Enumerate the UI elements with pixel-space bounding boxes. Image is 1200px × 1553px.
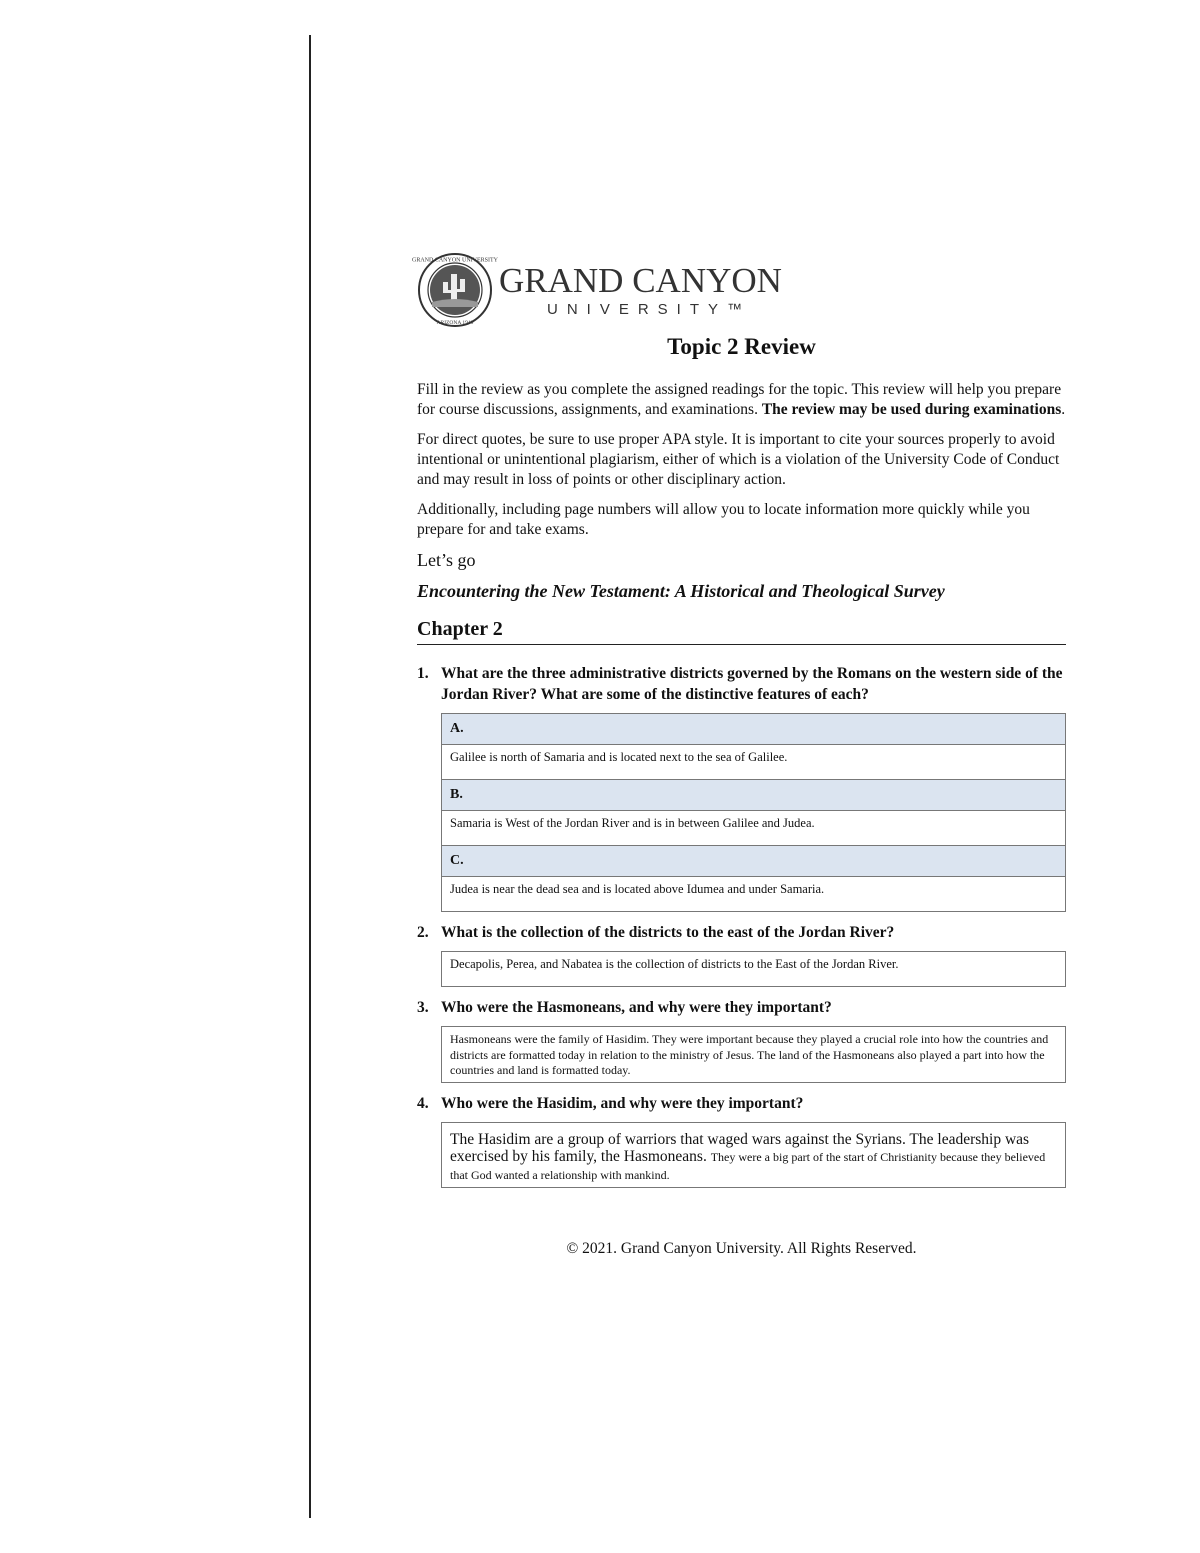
university-logo — [412, 250, 1066, 330]
question-1 — [417, 663, 1066, 705]
page-title: Topic 2 Review — [667, 334, 816, 359]
answer-field-q3[interactable]: Hasmoneans were the family of Hasidim. They were important because they played a crucial role into how the countries and districts are formatted today in relation to the ministry of Jesus. The land of the Hasmoneans also played a part into how the countries and land is formatted today. — [450, 1032, 1049, 1077]
part-b-label: B. — [442, 780, 1065, 811]
question-number: 1. — [417, 665, 429, 682]
intro-period: . — [1061, 401, 1066, 418]
question-text: Who were the Hasidim, and why were they important? — [441, 1094, 804, 1112]
answer-box-q4 — [441, 1122, 1066, 1188]
seal-text-bottom: ARIZONA 1949 — [436, 320, 474, 326]
chapter-heading: Chapter 2 — [417, 618, 1066, 645]
question-number: 4. — [417, 1094, 429, 1112]
part-c-answer-field[interactable]: Judea is near the dead sea and is located above Idumea and under Samaria. — [450, 882, 825, 896]
question-number: 3. — [417, 999, 429, 1016]
answer-box-q3 — [441, 1026, 1066, 1083]
intro-paragraph-2: For direct quotes, be sure to use proper APA style. It is important to cite your sources properly to avoid intentional or unintentional plagiarism, either of which is a violation of the University Code of Conduct and may result in loss of points or other disciplinary action. — [417, 431, 1060, 488]
answer-table-q1 — [441, 713, 1066, 912]
copyright-footer: © 2021. Grand Canyon University. All Rights Reserved. — [566, 1239, 917, 1257]
question-number: 2. — [417, 924, 429, 941]
answer-field-q2[interactable]: Decapolis, Perea, and Nabatea is the collection of districts to the East of the Jordan River. — [450, 957, 899, 971]
answer-text-main: The Hasidim are a group of warriors that waged wars against the Syrians. The leadership was exercised by his family, the Hasmoneans. — [450, 1130, 1030, 1165]
wordmark-university: UNIVERSITY™ — [547, 301, 752, 318]
intro-bold-text: The review may be used during examinations — [761, 401, 1062, 418]
answer-text-small: They were a big part of the start of Christianity because they believed that God wanted a relationship with mankind. — [450, 1149, 1046, 1182]
intro-text: Fill in the review as you complete the assigned readings for the topic. This review will help you prepare for course discussions, assignments, and examinations. — [417, 381, 1062, 418]
part-a-label: A. — [442, 714, 1065, 745]
part-c-label: C. — [442, 846, 1065, 877]
lets-go-text: Let’s go — [417, 550, 476, 570]
wordmark-name: GRAND CANYON — [499, 261, 782, 300]
answer-field-q4[interactable] — [442, 1123, 1065, 1187]
seal-text-top: GRAND CANYON UNIVERSITY — [412, 257, 498, 264]
answer-box-q2 — [441, 951, 1066, 987]
question-4 — [417, 1093, 1066, 1114]
question-3 — [417, 997, 1066, 1018]
question-text: What are the three administrative districts governed by the Romans on the western side of the Jordan River? What are some of the distinctive features of each? — [441, 665, 1063, 703]
document-content — [412, 250, 1066, 1258]
part-b-answer-field[interactable]: Samaria is West of the Jordan River and is in between Galilee and Judea. — [442, 811, 1065, 846]
question-2 — [417, 922, 1066, 943]
intro-paragraph-3: Additionally, including page numbers will allow you to locate information more quickly while you prepare for and take exams. — [417, 501, 1030, 538]
book-title: Encountering the New Testament: A Historical and Theological Survey — [417, 581, 945, 601]
question-text: What is the collection of the districts to the east of the Jordan River? — [441, 924, 895, 941]
university-seal-icon — [412, 252, 498, 328]
question-text: Who were the Hasmoneans, and why were they important? — [441, 999, 832, 1016]
university-wordmark — [499, 263, 782, 317]
page-left-rule — [309, 35, 311, 1518]
part-a-answer-field[interactable]: Galilee is north of Samaria and is located next to the sea of Galilee. — [442, 745, 1065, 780]
intro-paragraph-1 — [417, 380, 1066, 420]
